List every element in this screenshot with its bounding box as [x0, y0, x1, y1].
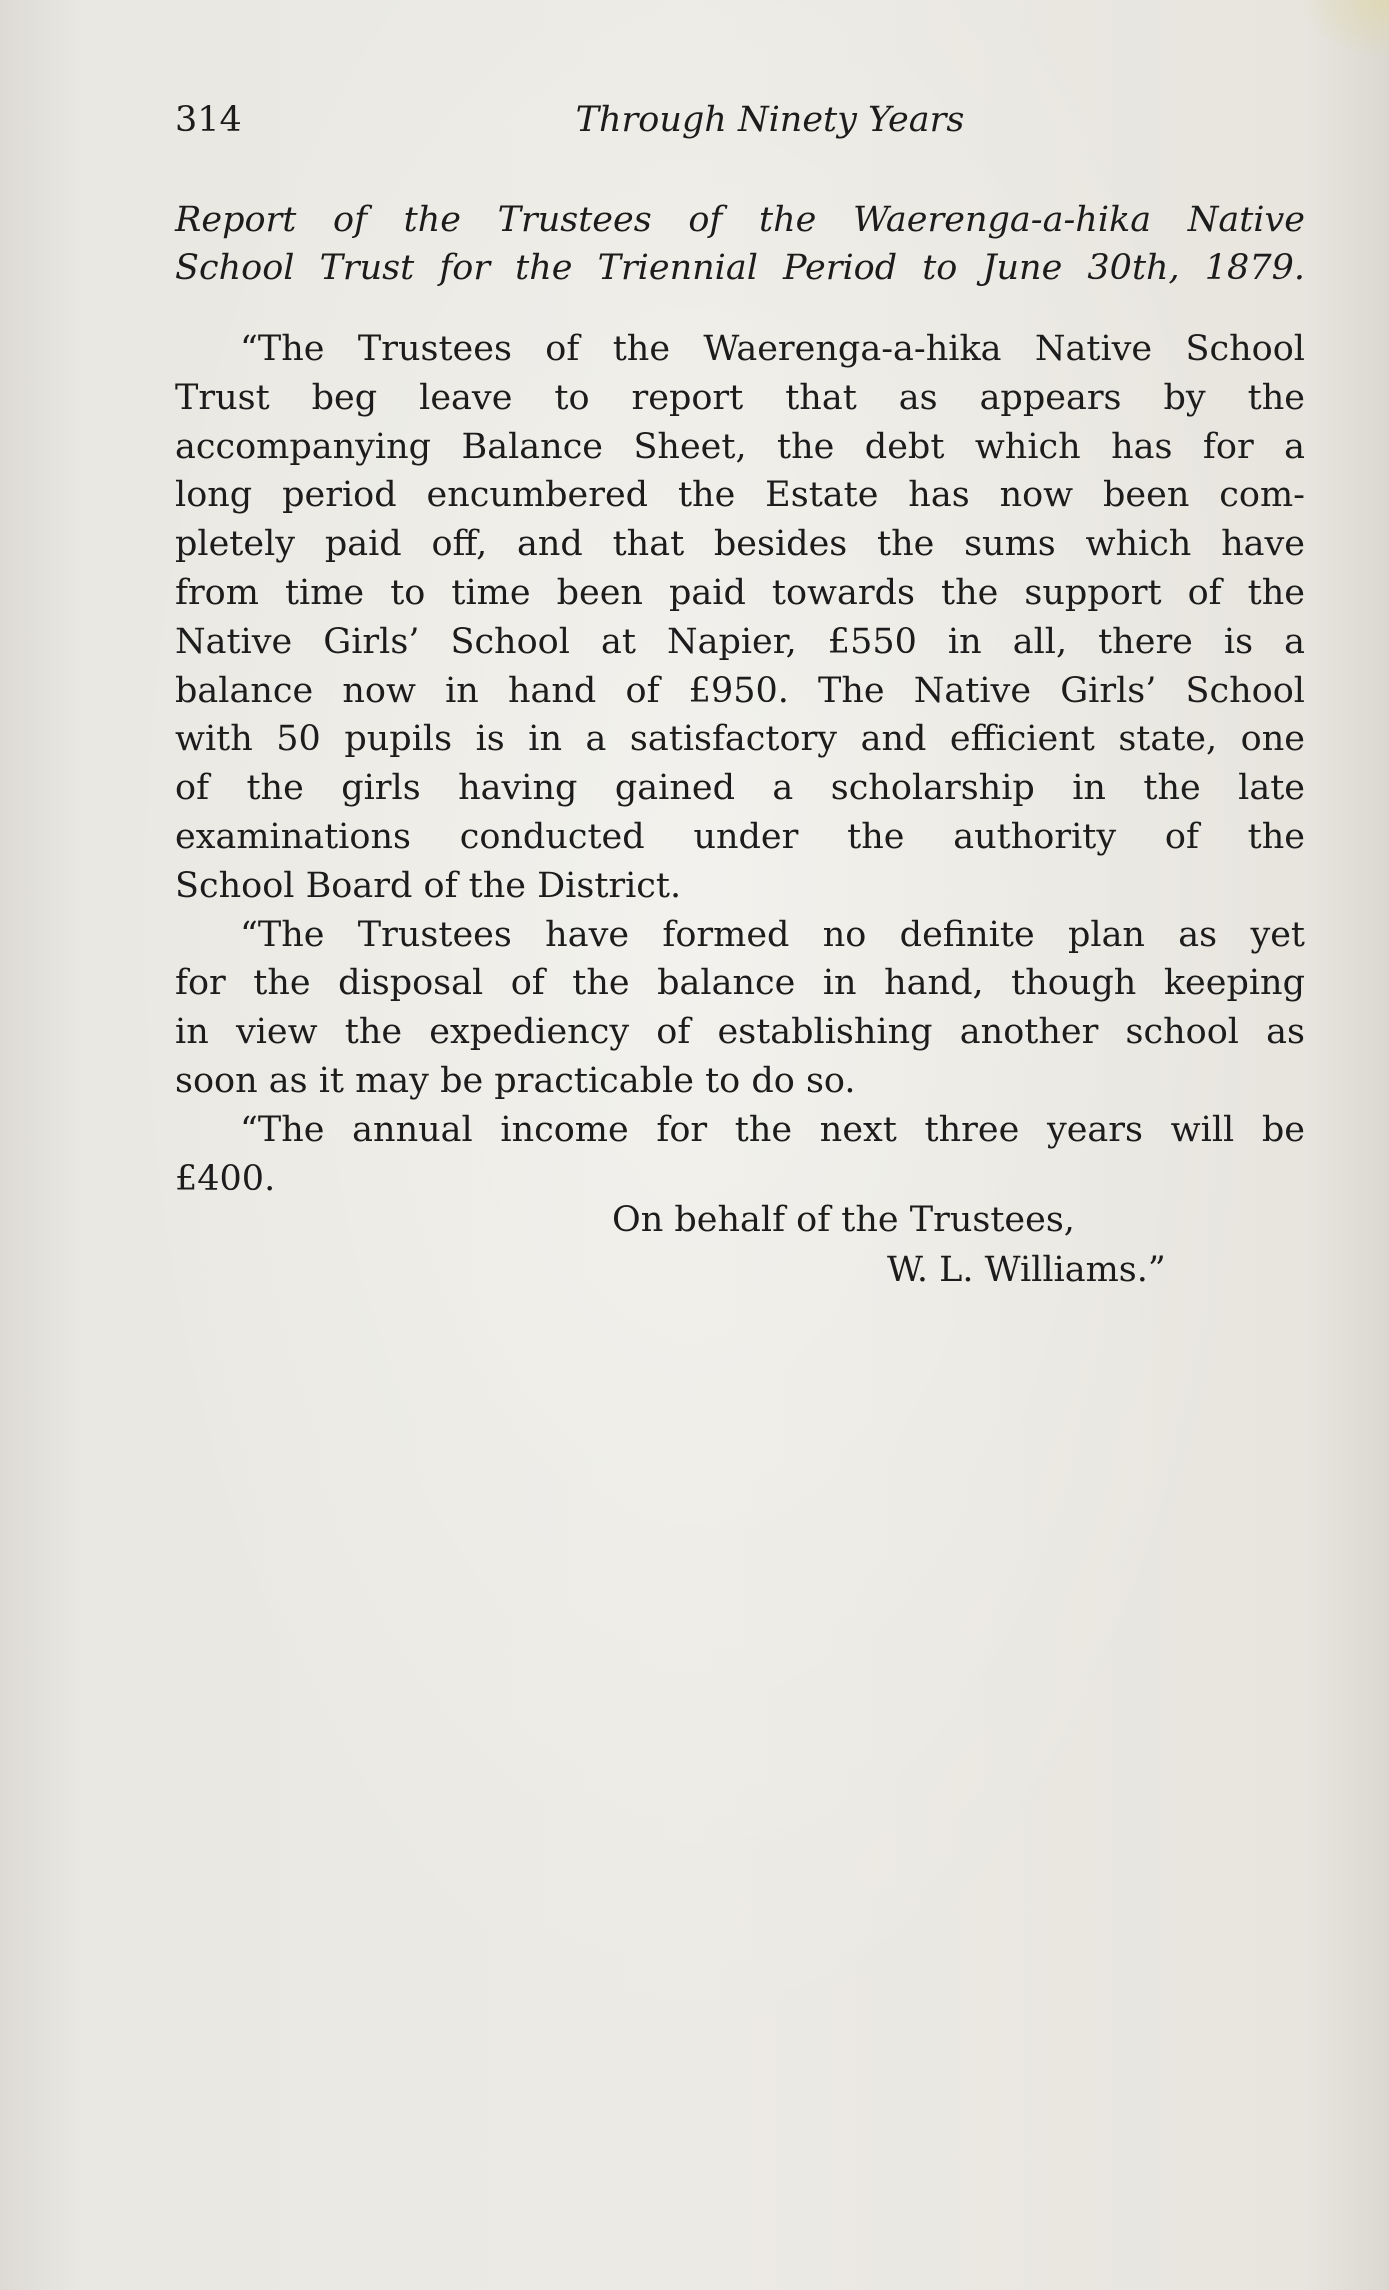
report-heading-line: Report of the Trustees of the Waerenga-a-hika Native [175, 200, 1305, 240]
body-line: balance now in hand of £950. The Native Girls’ School [175, 670, 1305, 711]
report-heading-line: School Trust for the Triennial Period to June 30th, 1879. [175, 248, 1305, 288]
body-line: examinations conducted under the authority of the [175, 816, 1305, 857]
signatory-name: W. L. Williams.” [887, 1250, 1166, 1290]
book-title: Through Ninety Years [575, 100, 965, 140]
body-line: Trust beg leave to report that as appears by the [175, 377, 1305, 418]
body-line: for the disposal of the balance in hand, though keeping [175, 963, 1305, 1004]
body-line: “The annual income for the next three years will be [240, 1109, 1305, 1150]
body-line: of the girls having gained a scholarship in the late [175, 768, 1305, 809]
page-number: 314 [175, 100, 242, 140]
body-line: School Board of the District. [175, 865, 682, 906]
body-line: “The Trustees have formed no definite plan as yet [240, 914, 1305, 955]
body-line: Native Girls’ School at Napier, £550 in all, there is a [175, 621, 1305, 662]
body-line: accompanying Balance Sheet, the debt which has for a [175, 426, 1305, 467]
running-header [175, 92, 1305, 148]
body-line: from time to time been paid towards the support of the [175, 572, 1305, 613]
body-line: £400. [175, 1158, 276, 1199]
sign-off [175, 1195, 1305, 1295]
report-body [175, 325, 1305, 1203]
report-heading [175, 196, 1305, 292]
body-line: “The Trustees of the Waerenga-a-hika Native School [240, 329, 1305, 369]
sign-off-line: On behalf of the Trustees, [612, 1200, 1075, 1240]
body-line: pletely paid off, and that besides the sums which have [175, 524, 1305, 565]
paper-stain [1299, 0, 1389, 60]
body-line: soon as it may be practicable to do so. [175, 1060, 856, 1101]
body-line: in view the expediency of establishing another school as [175, 1012, 1305, 1053]
body-line: long period encumbered the Estate has now been com- [175, 475, 1305, 516]
body-line: with 50 pupils is in a satisfactory and efficient state, one [175, 719, 1305, 760]
